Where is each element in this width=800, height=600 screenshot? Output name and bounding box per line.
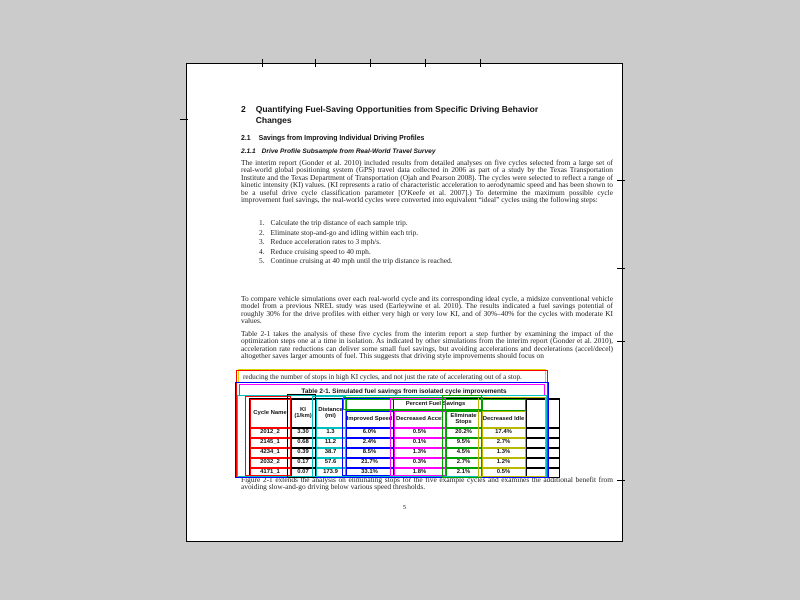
header-ki: KI (1/km) [291, 399, 316, 428]
table-cell: 1.3% [482, 448, 526, 458]
table-cell: 8.5% [346, 448, 394, 458]
list-item-text: Reduce acceleration rates to 3 mph/s. [270, 237, 381, 247]
table-cell: 0.17 [291, 458, 316, 468]
table-caption: Table 2-1. Simulated fuel savings from isolated cycle improvements [301, 388, 507, 395]
header-distance: Distance (mi) [316, 399, 346, 428]
header-cycle-name: Cycle Name [250, 399, 291, 428]
paragraph-table-discussion: Table 2-1 takes the analysis of these five cycles from the interim report a step further by examining the impact of the optimization steps one at a time in isolation. As indicated by other simulations from the interim report (Gonder et al. 2010), acceleration rate reductions can deliver some small fuel savings, but avoiding accelerations and decelerations (accel/decel) altogether saves larger amounts of fuel. This suggests that driving style improvements should focus on [241, 329, 613, 361]
table-cell: 3.30 [291, 428, 316, 438]
table-cell: 4234_1 [250, 448, 291, 458]
header-empty [526, 399, 560, 428]
subsubsection-title: Drive Profile Subsample from Real-World Travel Survey [261, 148, 436, 155]
subsubsection-number: 2.1.1 [241, 148, 256, 155]
table-cell: 2.4% [346, 438, 394, 448]
table-cell: 0.68 [291, 438, 316, 448]
table-cell: 11.2 [316, 438, 346, 448]
table-cell: 2.1% [446, 468, 482, 478]
list-item-number: 2. [259, 227, 265, 237]
table-cell: 9.5% [446, 438, 482, 448]
table-cell: 6.0% [346, 428, 394, 438]
table-cell: 4.5% [446, 448, 482, 458]
table-cell-empty [526, 448, 560, 458]
table-cell: 173.9 [316, 468, 346, 478]
table-cell: 57.6 [316, 458, 346, 468]
table-cell-empty [526, 438, 560, 448]
table-cell: 20.2% [446, 428, 482, 438]
subsection-number: 2.1 [241, 135, 251, 142]
list-item-text: Calculate the trip distance of each sample trip. [270, 218, 408, 227]
list-item [259, 229, 453, 236]
subsection-heading [241, 135, 424, 142]
table-cell: 0.07 [291, 468, 316, 478]
list-item [259, 257, 453, 264]
table-cell: 0.5% [482, 468, 526, 478]
table-cell: 2012_2 [250, 428, 291, 438]
table-cell: 38.7 [316, 448, 346, 458]
header-eliminate-stops: Eliminate Stops [446, 411, 482, 428]
table-cell: 1.3 [316, 428, 346, 438]
section-number: 2 [241, 104, 246, 114]
table-row [250, 438, 560, 448]
list-item-number: 3. [259, 237, 265, 247]
table-cell: 0.1% [394, 438, 446, 448]
numbered-list [259, 219, 453, 267]
table-cell-empty [526, 428, 560, 438]
header-decreased-idle: Decreased Idle [482, 411, 526, 428]
document-page [186, 63, 623, 542]
table-row [250, 458, 560, 468]
table-cell: 21.7% [346, 458, 394, 468]
section-title: Quantifying Fuel-Saving Opportunities from Specific Driving Behavior Changes [255, 104, 539, 125]
subsubsection-heading [241, 148, 436, 155]
header-improved-speed: Improved Speed [346, 411, 394, 428]
table-cell: 33.1% [346, 468, 394, 478]
list-item-number: 4. [259, 246, 265, 256]
table-cell: 1.2% [482, 458, 526, 468]
table-row [250, 428, 560, 438]
table-cell: 1.8% [394, 468, 446, 478]
list-item [259, 248, 453, 255]
table-cell: 2.7% [446, 458, 482, 468]
paragraph-intro: The interim report (Gonder et al. 2010) included results from detailed analyses on five cycles selected from a large set of real-world global positioning system (GPS) travel data collected in 2006 as part of a study by the Texas Transportation Institute and the Texas Department of Transportation (Ojah and Pearson 2008). The cycles were selected to reflect a range of kinetic intensity (KI) values. (KI represents a ratio of characteristic acceleration to aerodynamic speed and has been shown to be a useful drive cycle classification parameter [O'Keefe et al. 2007].) To determine the maximum possible cycle improvement fuel savings, the real-world cycles were converted into equivalent “ideal” cycles using the following steps: [241, 158, 613, 205]
table-cell: 1.3% [394, 448, 446, 458]
table-cell: 2.7% [482, 438, 526, 448]
table-cell: 2145_1 [250, 438, 291, 448]
table-cell: 4171_1 [250, 468, 291, 478]
list-item [259, 219, 453, 226]
list-item-text: Reduce cruising speed to 40 mph. [270, 246, 371, 256]
header-decreased-accel: Decreased Accel [394, 411, 446, 428]
paragraph-comparison: To compare vehicle simulations over each real-world cycle and its corresponding ideal cycle, a midsize conventional vehicle model from a previous NREL study was used (Earleywine et al. 2010). The results indicated a fuel savings potential of roughly 30% for the drive profiles with either very high or very low KI, and of 30%–40% for the cycles with moderate KI values. [241, 294, 613, 326]
section-heading [241, 104, 551, 125]
page-number: 5 [402, 504, 407, 511]
list-item-text: Eliminate stop-and-go and idling within each trip. [270, 227, 419, 237]
table-cell: 0.5% [394, 428, 446, 438]
table-cell-empty [526, 458, 560, 468]
list-item-text: Continue cruising at 40 mph until the trip distance is reached. [270, 256, 453, 266]
header-percent-fuel-savings: Percent Fuel Savings [346, 399, 526, 411]
annotated-text-line: reducing the number of stops in high KI cycles, and not just the rate of accelerating out of a stop. [243, 373, 522, 381]
list-item-number: 5. [259, 256, 265, 266]
table-cell: 0.39 [291, 448, 316, 458]
subsection-title: Savings from Improving Individual Driving Profiles [258, 135, 425, 142]
paragraph-figure-reference: Figure 2-1 extends the analysis on eliminating stops for the five example cycles and examines the additional benefit from avoiding slow-and-go driving below various speed thresholds. [241, 475, 613, 492]
table-cell: 2032_2 [250, 458, 291, 468]
table-row [250, 448, 560, 458]
fuel-savings-table [249, 398, 560, 478]
table-cell: 17.4% [482, 428, 526, 438]
list-item-number: 1. [259, 218, 265, 227]
list-item [259, 238, 453, 245]
table-cell: 0.3% [394, 458, 446, 468]
